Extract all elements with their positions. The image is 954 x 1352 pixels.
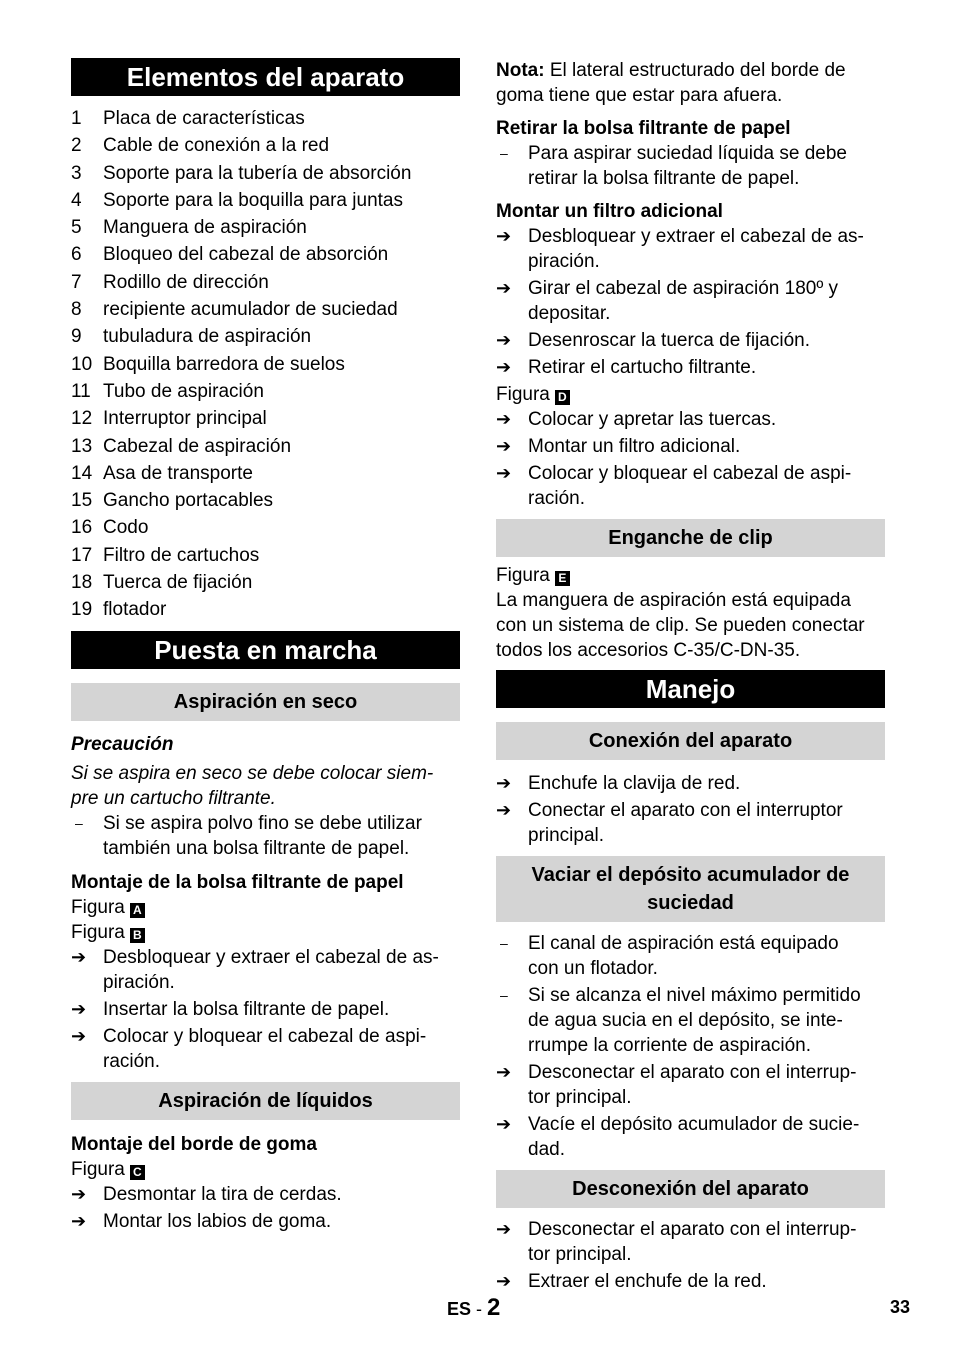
parts-list	[71, 105, 460, 624]
item-text: Desconectar el aparato con el interrup- tor principal.	[528, 1219, 857, 1265]
section-title-elementos: Elementos del aparato	[71, 58, 460, 96]
list-item	[71, 1209, 460, 1234]
item-label: Cabezal de aspiración	[103, 435, 292, 457]
list-item	[496, 276, 885, 326]
item-label: Cable de conexión a la red	[103, 135, 330, 157]
parts-list-item	[71, 214, 460, 241]
figure-ref: Figura D	[496, 382, 885, 407]
clip-text: La manguera de aspiración está equipada	[496, 590, 851, 611]
figure-e-label: E	[555, 571, 570, 586]
figure-ref: Figura B	[71, 920, 460, 945]
note-text: Nota: El lateral estructurado del borde de	[496, 60, 846, 81]
item-number: 11	[71, 380, 91, 402]
item-text: Desbloquear y extraer el cabezal de as- piración.	[528, 226, 864, 272]
item-label: recipiente acumulador de suciedad	[103, 299, 398, 321]
item-number: 9	[71, 326, 82, 348]
item-text: Girar el cabezal de aspiración 180º y depositar.	[528, 278, 839, 324]
parts-list-item	[71, 487, 460, 514]
arrow-icon: ➔	[496, 1062, 512, 1082]
subsection-title-disconnect: Desconexión del aparato	[496, 1170, 885, 1208]
arrow-icon: ➔	[71, 998, 87, 1019]
item-text: Enchufe la clavija de red.	[528, 773, 741, 794]
list-item	[71, 997, 460, 1022]
figure-c-label: C	[130, 1165, 145, 1180]
item-text: Colocar y bloquear el cabezal de aspi- ración.	[528, 463, 852, 509]
figure-a-label: A	[130, 903, 145, 918]
item-label: Placa de características	[103, 108, 305, 129]
list-item	[496, 1269, 885, 1294]
item-label: Gancho portacables	[103, 490, 274, 512]
subheading-rubber: Montaje del borde de goma	[71, 1133, 317, 1155]
item-number: 10	[71, 353, 93, 375]
caution-title: Precaución	[71, 733, 174, 755]
parts-list-item	[71, 596, 460, 623]
subheading-extra-filter: Montar un filtro adicional	[496, 201, 723, 222]
list-item	[496, 434, 885, 459]
item-text: Montar un filtro adicional.	[528, 436, 741, 457]
list-item	[496, 798, 885, 848]
page-number: 33	[890, 1297, 911, 1317]
parts-list-item	[71, 378, 460, 405]
item-number: 4	[71, 189, 82, 211]
subheading-bag: Montaje de la bolsa filtrante de papel	[71, 871, 404, 893]
list-item	[71, 1182, 460, 1207]
item-number: 2	[71, 135, 82, 157]
item-label: Codo	[103, 517, 149, 539]
arrow-icon: ➔	[496, 357, 512, 377]
item-text: Colocar y apretar las tuercas.	[528, 409, 777, 430]
note-text: goma tiene que estar para afuera.	[496, 85, 783, 106]
item-label: Rodillo de dirección	[103, 271, 269, 293]
item-label: Soporte para la boquilla para juntas	[103, 189, 403, 211]
list-item	[496, 1217, 885, 1267]
item-text: Vacíe el depósito acumulador de sucie- dad.	[528, 1114, 860, 1160]
list-item	[496, 771, 885, 796]
dash-icon: –	[500, 145, 508, 161]
dash-icon: –	[500, 987, 508, 1003]
item-text: Desmontar la tira de cerdas.	[103, 1183, 342, 1205]
item-text: Conectar el aparato con el interruptor principal.	[528, 800, 843, 846]
item-number: 12	[71, 408, 93, 430]
parts-list-item	[71, 405, 460, 432]
parts-list-item	[71, 323, 460, 350]
section-title-manejo: Manejo	[496, 670, 885, 708]
arrow-icon: ➔	[71, 1183, 87, 1204]
list-item	[496, 1060, 885, 1110]
parts-list-item	[71, 433, 460, 460]
arrow-icon: ➔	[496, 1271, 512, 1291]
arrow-icon: ➔	[496, 330, 512, 350]
arrow-icon: ➔	[71, 1210, 87, 1231]
list-item	[496, 328, 885, 353]
item-label: tubuladura de aspiración	[103, 326, 312, 348]
item-label: Interruptor principal	[103, 408, 267, 430]
list-item	[496, 983, 885, 1058]
section-title-puesta: Puesta en marcha	[71, 631, 460, 669]
item-number: 7	[71, 271, 82, 293]
subsection-title-dry: Aspiración en seco	[71, 683, 460, 721]
item-number: 8	[71, 299, 82, 321]
item-text: El canal de aspiración está equipado con un flotador.	[528, 933, 839, 979]
right-column	[496, 58, 885, 1296]
item-number: 17	[71, 544, 93, 566]
item-number: 13	[71, 435, 93, 457]
parts-list-item	[71, 160, 460, 187]
arrow-icon: ➔	[496, 226, 512, 246]
figure-ref: Figura A	[71, 895, 460, 920]
item-text: Si se aspira polvo fino se debe utilizar también una bolsa filtrante de papel.	[103, 812, 422, 859]
item-text: Desconectar el aparato con el interrup- tor principal.	[528, 1062, 857, 1108]
parts-list-item	[71, 460, 460, 487]
figure-ref: Figura E	[496, 563, 885, 588]
parts-list-item	[71, 351, 460, 378]
item-number: 3	[71, 162, 82, 184]
item-label: Boquilla barredora de suelos	[103, 353, 345, 375]
item-label: Tuerca de fijación	[103, 572, 253, 594]
subsection-title-connect: Conexión del aparato	[496, 722, 885, 760]
item-label: Soporte para la tubería de absorción	[103, 162, 412, 184]
parts-list-item	[71, 269, 460, 296]
item-text: Desenroscar la tuerca de fijación.	[528, 330, 810, 351]
list-item	[496, 931, 885, 981]
subsection-title-liquid: Aspiración de líquidos	[71, 1082, 460, 1120]
item-number: 5	[71, 217, 82, 239]
caution-text-line: Si se aspira en seco se debe colocar siem-	[71, 762, 434, 784]
subsection-title-empty: Vaciar el depósito acumulador de suciedad	[496, 856, 885, 922]
list-item	[71, 945, 460, 995]
item-text: Retirar el cartucho filtrante.	[528, 357, 757, 378]
item-text: Montar los labios de goma.	[103, 1210, 332, 1232]
item-number: 1	[71, 108, 82, 129]
parts-list-item	[71, 514, 460, 541]
item-label: Filtro de cartuchos	[103, 544, 260, 566]
item-number: 19	[71, 599, 93, 621]
clip-text: con un sistema de clip. Se pueden conectar	[496, 615, 865, 636]
dash-icon: –	[75, 814, 83, 831]
item-number: 18	[71, 572, 93, 594]
parts-list-item	[71, 241, 460, 268]
clip-text: todos los accesorios C-35/C-DN-35.	[496, 640, 801, 661]
list-item	[496, 141, 885, 191]
arrow-icon: ➔	[496, 436, 512, 456]
figure-b-label: B	[130, 928, 145, 943]
item-text: Desbloquear y extraer el cabezal de as- piración.	[103, 946, 439, 993]
parts-list-item	[71, 296, 460, 323]
list-item	[496, 407, 885, 432]
parts-list-item	[71, 542, 460, 569]
item-text: Para aspirar suciedad líquida se debe retirar la bolsa filtrante de papel.	[528, 143, 847, 189]
item-text: Si se alcanza el nivel máximo permitido de agua sucia en el depósito, se inte- rrumpe la corriente de aspiración.	[528, 985, 861, 1056]
item-label: Bloqueo del cabezal de absorción	[103, 244, 389, 266]
figure-d-label: D	[555, 390, 570, 405]
item-label: Asa de transporte	[103, 462, 253, 484]
list-item	[496, 355, 885, 380]
arrow-icon: ➔	[71, 946, 87, 967]
arrow-icon: ➔	[496, 1219, 512, 1239]
arrow-icon: ➔	[496, 773, 512, 793]
parts-list-item	[71, 187, 460, 214]
item-number: 14	[71, 462, 93, 484]
arrow-icon: ➔	[496, 409, 512, 429]
item-label: Tubo de aspiración	[103, 380, 264, 402]
item-number: 15	[71, 490, 93, 512]
list-item	[496, 1112, 885, 1162]
item-label: flotador	[103, 599, 167, 621]
list-item	[71, 1024, 460, 1074]
list-item	[496, 224, 885, 274]
item-number: 16	[71, 517, 93, 539]
caution-text-line: pre un cartucho filtrante.	[71, 787, 276, 809]
dash-icon: –	[500, 935, 508, 951]
arrow-icon: ➔	[496, 800, 512, 820]
list-item	[71, 811, 460, 861]
arrow-icon: ➔	[496, 1114, 512, 1134]
arrow-icon: ➔	[71, 1025, 87, 1046]
item-text: Colocar y bloquear el cabezal de aspi- ración.	[103, 1025, 427, 1072]
subheading-remove: Retirar la bolsa filtrante de papel	[496, 118, 791, 139]
parts-list-item	[71, 132, 460, 159]
parts-list-item	[71, 569, 460, 596]
arrow-icon: ➔	[496, 463, 512, 483]
figure-ref: Figura C	[71, 1157, 460, 1182]
left-column	[71, 58, 460, 1236]
item-text: Insertar la bolsa filtrante de papel.	[103, 998, 390, 1020]
footer-section-label: ES - 2	[447, 1294, 501, 1321]
item-label: Manguera de aspiración	[103, 217, 307, 239]
subsection-title-clip: Enganche de clip	[496, 519, 885, 557]
item-text: Extraer el enchufe de la red.	[528, 1271, 767, 1292]
arrow-icon: ➔	[496, 278, 512, 298]
list-item	[496, 461, 885, 511]
parts-list-item	[71, 105, 460, 132]
item-number: 6	[71, 244, 82, 266]
